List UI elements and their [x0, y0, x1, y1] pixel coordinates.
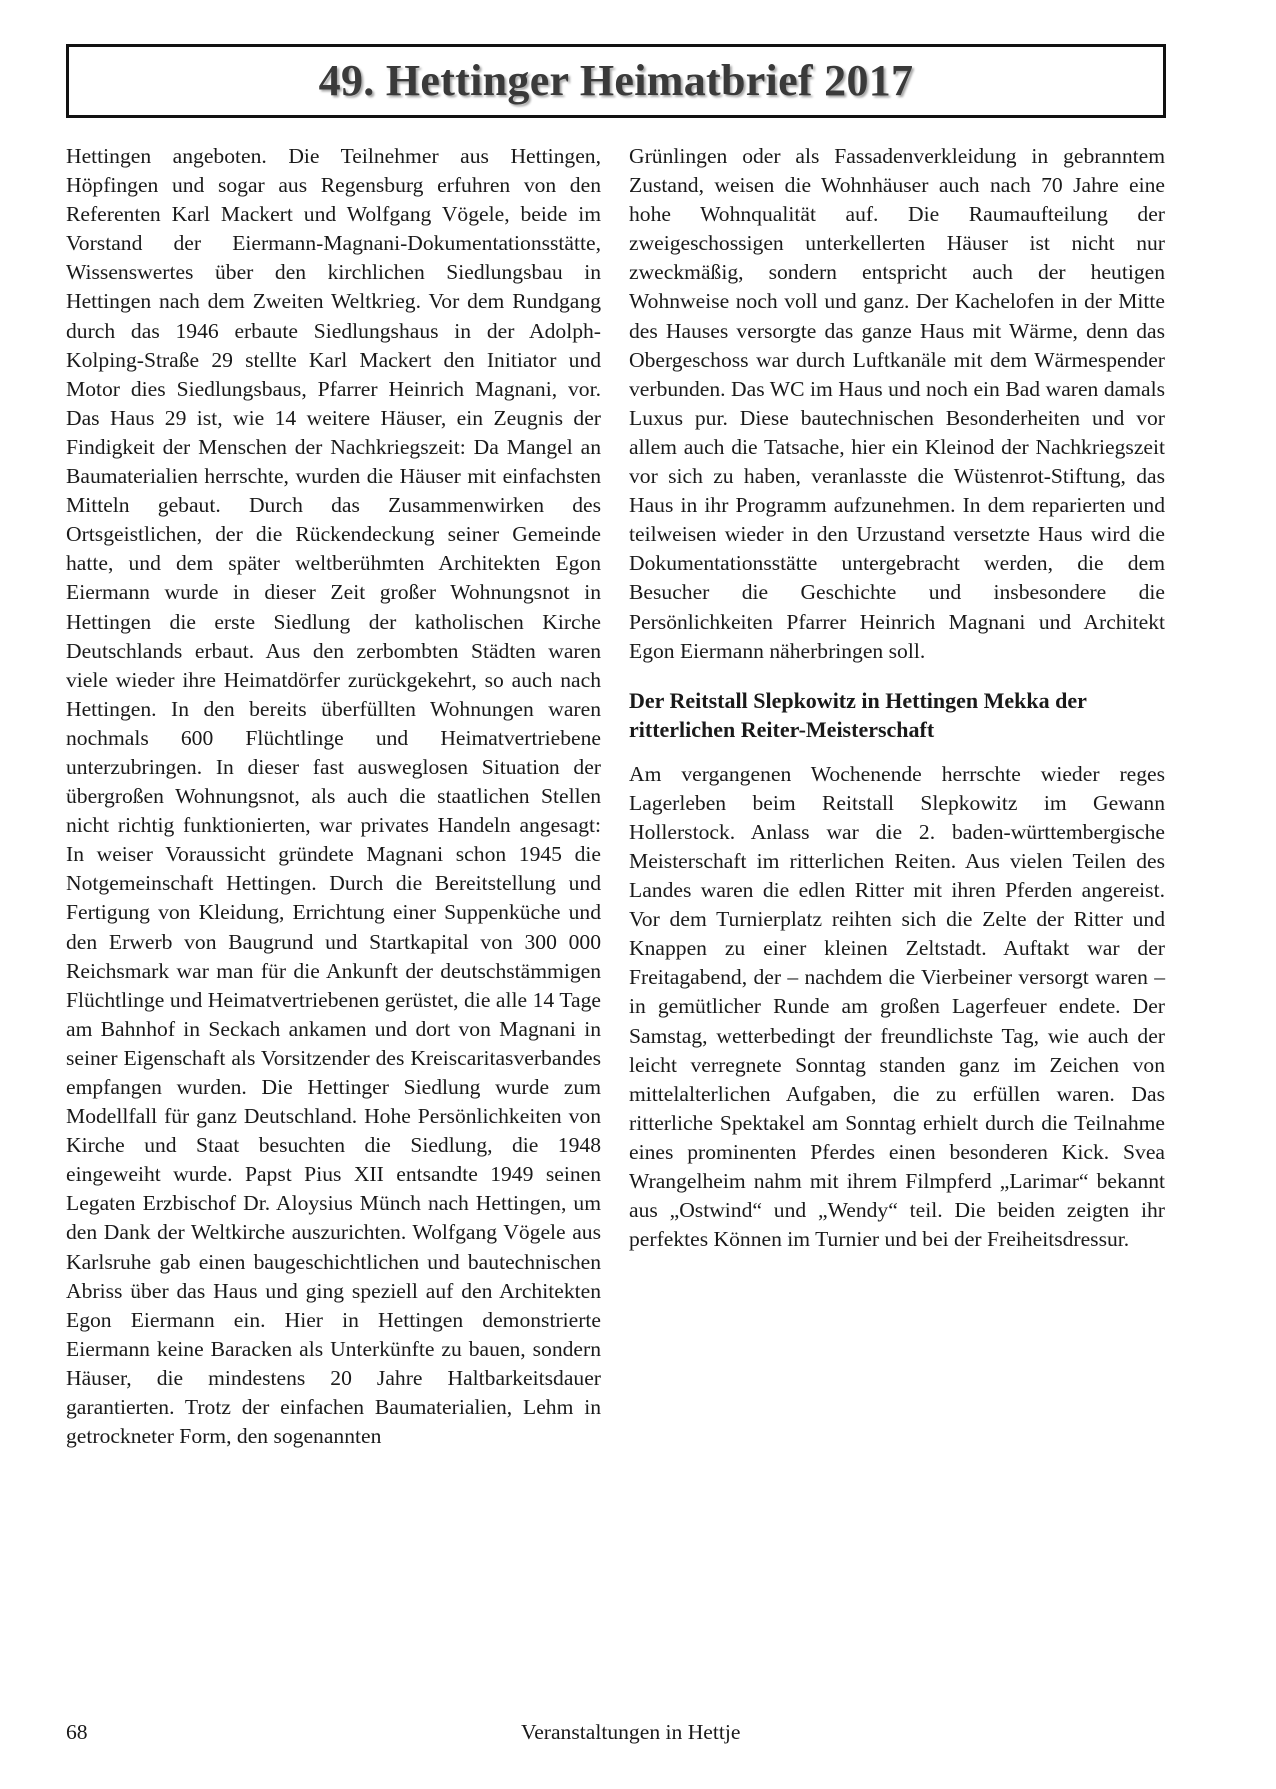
left-paragraph: Hettingen angeboten. Die Teilnehmer aus Hettingen, Höpfingen und sogar aus Regensburg erfuhren von den Referenten Karl Mackert und Wolfgang Vögele, beide im Vorstand der Eiermann-Magnani-Dokumentationsstätte, Wissenswertes über den kirchlichen Siedlungsbau in Hettingen nach dem Zweiten Weltkrieg. Vor dem Rundgang durch das 1946 erbaute Siedlungshaus in der Adolph-Kolping-Straße 29 stellte Karl Mackert den Initiator und Motor dies Siedlungsbaus, Pfarrer Heinrich Magnani, vor. Das Haus 29 ist, wie 14 weitere Häuser, ein Zeugnis der Findigkeit der Menschen der Nachkriegszeit: Da Mangel an Baumaterialien herrschte, wurden die Häuser mit einfachsten Mitteln gebaut. Durch das Zusammenwirken des Ortsgeistlichen, der die Rückendeckung seiner Gemeinde hatte, und dem später weltberühmten Architekten Egon Eiermann wurde in dieser Zeit großer Wohnungsnot in Hettingen die erste Siedlung der katholischen Kirche Deutschlands erbaut. Aus den zerbombten Städten waren viele wieder ihre Heimatdörfer zurückgekehrt, so auch nach Hettingen. In den bereits überfüllten Wohnungen waren nochmals 600 Flüchtlinge und Heimatvertriebene unterzubringen. In dieser fast ausweglosen Situation der übergroßen Wohnungsnot, als auch die staatlichen Stellen nicht richtig funktionierten, war privates Handeln angesagt: In weiser Voraussicht gründete Magnani schon 1945 die Notgemeinschaft Hettingen. Durch die Bereitstellung und Fertigung von Kleidung, Errichtung einer Suppenküche und den Erwerb von Baugrund und Startkapital von 300 000 Reichsmark war man für die Ankunft der deutschstämmigen Flüchtlinge und Heimatvertriebenen gerüstet, die alle 14 Tage am Bahnhof in Seckach ankamen und dort von Magnani in seiner Eigenschaft als Vorsitzender des Kreiscaritasverbandes empfangen wurden. Die Hettinger Siedlung wurde zum Modellfall für ganz Deutschland. Hohe Persönlichkeiten von Kirche und Staat besuchten die Siedlung, die 1948 eingeweiht wurde. Papst Pius XII entsandte 1949 seinen Legaten Erzbischof Dr. Aloysius Münch nach Hettingen, um den Dank der Weltkirche auszurichten. Wolfgang Vögele aus Karlsruhe gab einen baugeschichtlichen und bautechnischen Abriss über das Haus und ging speziell auf den Architekten Egon Eiermann ein. Hier in Hettingen demonstrierte Eiermann keine Baracken als Unterkünfte zu bauen, sondern Häuser, die mindestens 20 Jahre Haltbarkeitsdauer garantierten. Trotz der einfachen Baumaterialien, Lehm in getrockneter Form, den sogenannten	[66, 144, 601, 1449]
footer-text: Veranstaltungen in Hettje	[521, 1720, 741, 1744]
right-column	[629, 142, 1165, 1254]
header-box	[66, 44, 1166, 118]
page-number: 68	[66, 1720, 88, 1744]
right-paragraph-2: Am vergangenen Wochenende herrschte wieder reges Lagerleben beim Reitstall Slepkowitz im Gewann Hollerstock. Anlass war die 2. baden-württembergische Meisterschaft im ritterlichen Reiten. Aus vielen Teilen des Landes waren die edlen Ritter mit ihren Pferden angereist. Vor dem Turnierplatz reihten sich die Zelte der Ritter und Knappen zu einer kleinen Zeltstadt. Auftakt war der Freitagabend, der – nachdem die Vierbeiner versorgt waren – in gemütlicher Runde am großen Lagerfeuer endete. Der Samstag, wetterbedingt der freundlichste Tag, wie auch der leicht verregnete Sonntag standen ganz im Zeichen von mittelalterlichen Aufgaben, die zu erfüllen waren. Das ritterliche Spektakel am Sonntag erhielt durch die Teilnahme eines prominenten Pferdes einen besonderen Kick. Svea Wrangelheim nahm mit ihrem Filmpferd „Larimar“ bekannt aus „Ostwind“ und „Wendy“ teil. Die beiden zeigten ihr perfektes Können im Turnier und bei der Freiheitsdressur.	[629, 761, 1165, 1252]
left-column	[66, 142, 601, 1451]
page-title: 49. Hettinger Heimatbrief 2017	[318, 56, 914, 105]
right-paragraph-1: Grünlingen oder als Fassadenverkleidung in gebranntem Zustand, weisen die Wohnhäuser auch nach 70 Jahre eine hohe Wohnqualität auf. Die Raumaufteilung der zweigeschossigen unterkellerten Häuser ist nicht nur zweckmäßig, sondern entspricht auch der heutigen Wohnweise noch voll und ganz. Der Kachelofen in der Mitte des Hauses versorgte das ganze Haus mit Wärme, denn das Obergeschoss war durch Luftkanäle mit dem Wärmespender verbunden. Das WC im Haus und noch ein Bad waren damals Luxus pur. Diese bautechnischen Besonderheiten und vor allem auch die Tatsache, hier ein Kleinod der Nachkriegszeit vor sich zu haben, veranlasste die Wüstenrot-Stiftung, das Haus in ihr Programm aufzunehmen. In dem reparierten und teilweisen wieder in den Urzustand versetzte Haus wird die Dokumentationsstätte untergebracht werden, die dem Besucher die Geschichte und insbesondere die Persönlichkeiten Pfarrer Heinrich Magnani und Architekt Egon Eiermann näherbringen soll.	[629, 144, 1165, 663]
section-heading: Der Reitstall Slepkowitz in Hettingen Mekka der ritterlichen Reiter-Meisterschaft	[629, 687, 1087, 742]
